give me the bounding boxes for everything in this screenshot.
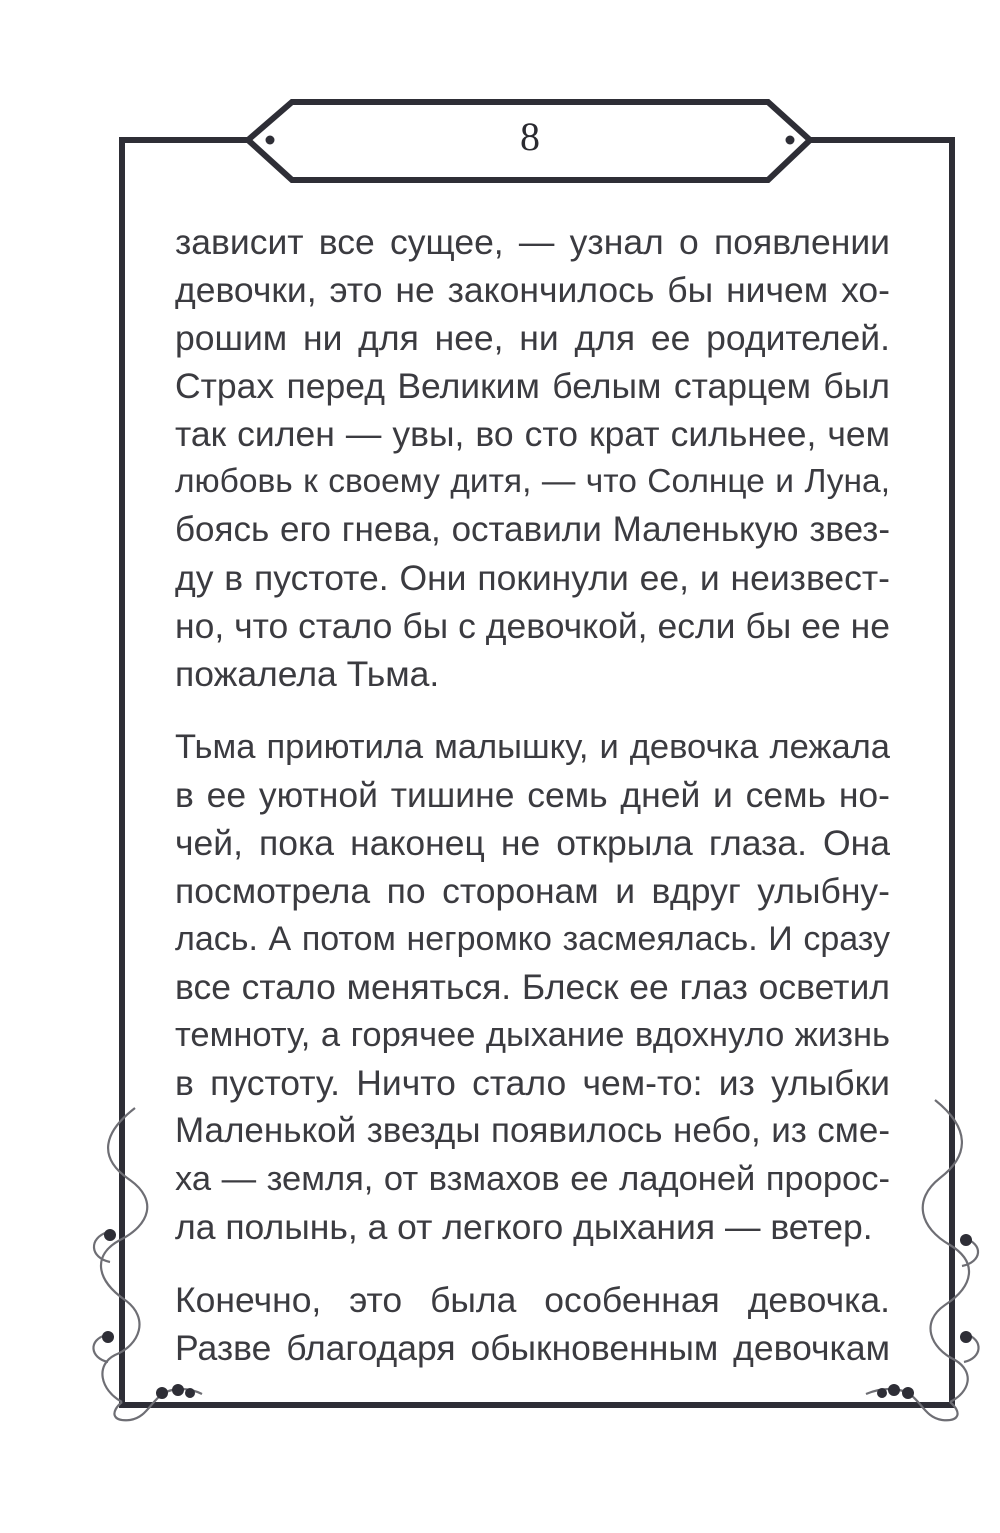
text-line: Конечно, это была особенная девочка. [175,1280,890,1320]
banner-right-dot [786,136,795,145]
text-line: но, что стало бы с девочкой, если бы ее не [175,606,890,646]
text-line: рошим ни для нее, ни для ее родителей. [175,318,890,358]
text-line: Тьма приютила малышку, и девочка лежала [175,728,890,766]
text-line: так силен — увы, во сто крат сильнее, чем [175,414,890,454]
text-line: в пустоту. Ничто стало чем-то: из улыбки [175,1063,890,1103]
page-number: 8 [520,114,540,159]
text-line: ла полынь, а от легкого дыхания — ветер. [175,1207,873,1247]
text-line: Маленькой звезды появилось небо, из сме- [175,1111,890,1150]
paragraph [175,218,890,698]
text-line: Страх перед Великим белым старцем был [175,366,890,406]
text-line: в ее уютной тишине семь дней и семь но- [175,775,890,815]
paragraph [175,1276,890,1372]
text-line: девочки, это не закончилось бы ничем хо- [175,270,890,310]
text-line: темноту, а горячее дыхание вдохнуло жизнь [175,1016,890,1054]
banner-left-dot [266,136,275,145]
text-line: чей, пока наконец не открыла глаза. Она [175,823,890,863]
text-line: ха — земля, от взмахов ее ладоней пророс- [175,1160,890,1198]
text-line: пожалела Тьма. [175,654,440,694]
paragraph [175,723,890,1251]
bottom-right-dots [877,1234,972,1399]
body-text [175,218,890,1372]
text-line: любовь к своему дитя, — что Солнце и Луна, [175,463,890,500]
text-line: Разве благодаря обыкновенным девочкам [175,1328,890,1368]
text-line: зависит все сущее, — узнал о появлении [175,222,890,262]
text-line: ду в пустоте. Они покинули ее, и неизвест- [175,558,890,598]
text-line: лась. А потом негромко засмеялась. И сразу [175,920,890,958]
text-line: посмотрела по сторонам и вдруг улыбну- [175,871,890,911]
text-line: все стало меняться. Блеск ее глаз осветил [175,967,890,1007]
text-line: боясь его гнева, оставили Маленькую звез- [175,510,890,549]
